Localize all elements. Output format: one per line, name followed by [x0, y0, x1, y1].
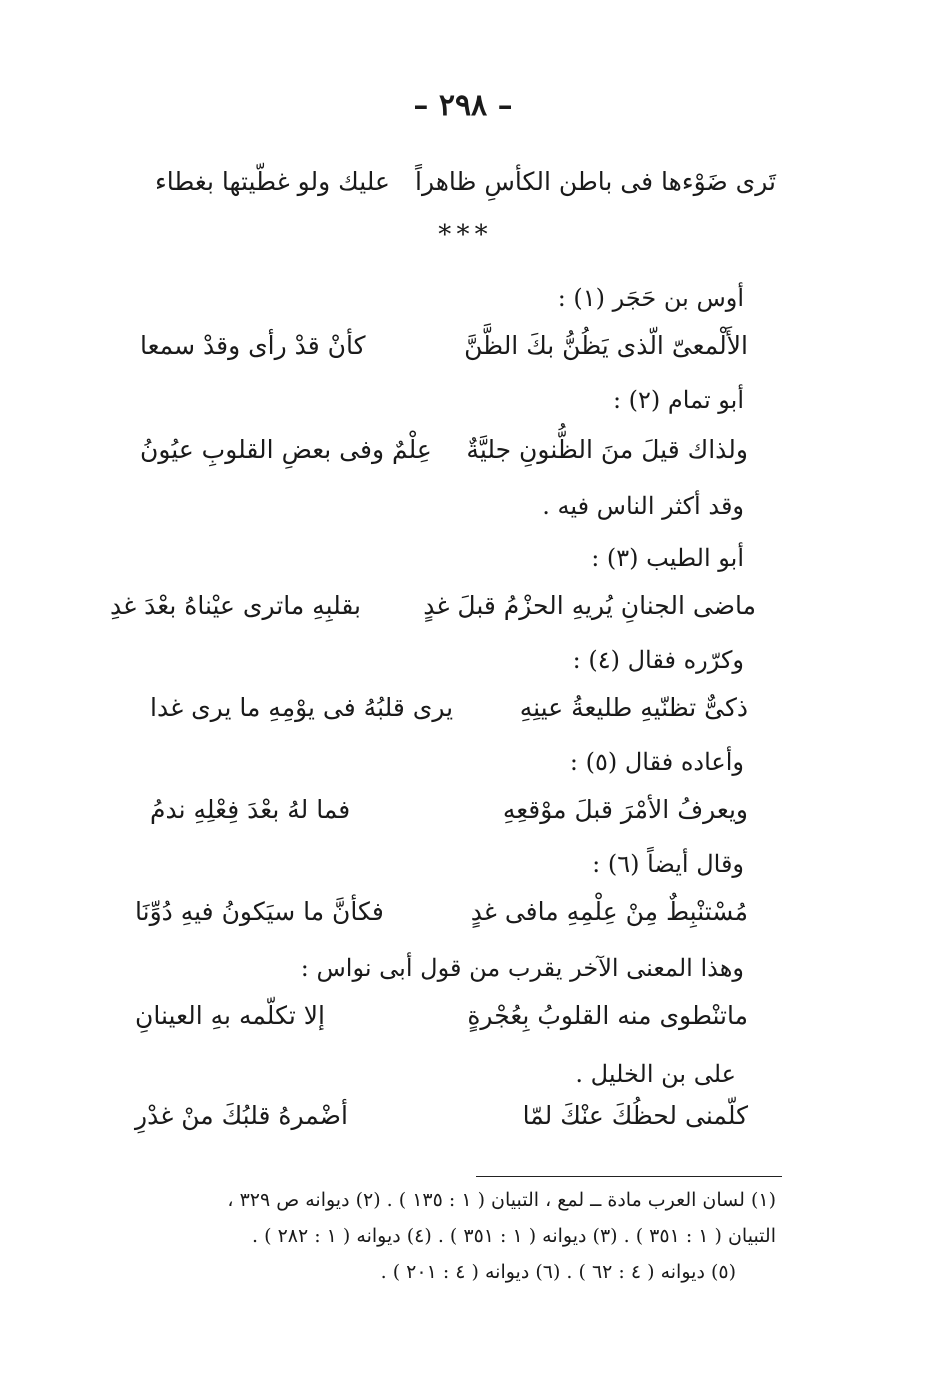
- footnote-line: (٥) ديوانه ( ٤ : ٦٢ ) . (٦) ديوانه ( ٤ : ٢٠١ ) .: [380, 1261, 736, 1283]
- section-separator: * * *: [438, 220, 488, 250]
- verse-second-hemistich: كأنْ قدْ رأى وقدْ سمعا: [140, 331, 366, 360]
- verse-second-hemistich: يرى قلبُهُ فى يوْمِهِ ما يرى غدا: [150, 693, 454, 722]
- verse-first-hemistich: ماتنْطوى منه القلوبُ بِعُجْرةٍ: [467, 1001, 748, 1030]
- verse-first-hemistich: ويعرفُ الأمْرَ قبلَ موْقعِهِ: [502, 795, 748, 824]
- verse: [135, 1094, 748, 1138]
- page-number: – ٢٩٨ –: [413, 88, 513, 123]
- verse-first-hemistich: ذكىٌّ تظنّيهِ طليعةُ عينِهِ: [519, 693, 748, 722]
- entry-heading: وأعاده فقال (٥) :: [569, 748, 744, 776]
- entry-heading: وقال أيضاً (٦) :: [592, 850, 744, 878]
- entry-heading: وهذا المعنى الآخر يقرب من قول أبى نواس :: [300, 954, 744, 982]
- footnote-line: التبيان ( ١ : ٣٥١ ) . (٣) ديوانه ( ١ : ٣٥١ ) . (٤) ديوانه ( ١ : ٢٨٢ ) .: [252, 1225, 776, 1247]
- verse-second-hemistich: إلا تكلّمه بهِ العينانِ: [135, 1001, 325, 1030]
- verse: [110, 584, 756, 628]
- verse-second-hemistich: عليك ولو غطّيتها بغطاء: [155, 167, 390, 196]
- verse: [135, 890, 748, 934]
- verse-second-hemistich: أضْمرهُ قلبُكَ منْ غدْرِ: [135, 1101, 348, 1130]
- entry-heading: أوس بن حَجَر (١) :: [557, 284, 744, 312]
- entry-heading: أبو تمام (٢) :: [612, 386, 744, 414]
- verse: [150, 686, 748, 730]
- verse-first-hemistich: الأَلْمعىّ الّذى يَظُنُّ بكَ الظَّنَّ: [464, 331, 748, 360]
- opening-verse: [155, 160, 776, 204]
- footnote-divider: [476, 1176, 782, 1177]
- entry-heading: وكرّره فقال (٤) :: [572, 646, 744, 674]
- verse-first-hemistich: ولذاك قيلَ منَ الظُّنونِ جليَّةٌ: [466, 435, 748, 464]
- entry-heading: أبو الطيب (٣) :: [591, 544, 744, 572]
- verse: [140, 324, 748, 368]
- verse-second-hemistich: فما لهُ بعْدَ فِعْلِهِ ندمُ: [150, 795, 351, 824]
- verse-first-hemistich: مُسْتنْبِطٌ مِنْ عِلْمِهِ مافى غدٍ: [470, 897, 748, 926]
- verse-first-hemistich: ماضى الجنانِ يُريهِ الحزْمُ قبلَ غدٍ: [423, 591, 756, 620]
- verse: [140, 428, 748, 472]
- verse-second-hemistich: عِلْمٌ وفى بعضِ القلوبِ عيُونُ: [140, 435, 432, 464]
- footnote-line: (١) لسان العرب مادة ــ لمع ، التبيان ( ١ : ١٣٥ ) . (٢) ديوانه ص ٣٢٩ ،: [227, 1189, 776, 1211]
- verse: [135, 994, 748, 1038]
- verse-second-hemistich: فكأنَّ ما سيَكونُ فيهِ دُوِّنَا: [135, 897, 384, 926]
- entry-note: وقد أكثر الناس فيه .: [542, 492, 744, 520]
- verse: [150, 788, 748, 832]
- verse-first-hemistich: كلّمنى لحظُكَ عنْكَ لمّا: [522, 1101, 748, 1130]
- verse-second-hemistich: بقلبِهِ ماترى عيْناهُ بعْدَ غدِ: [110, 591, 362, 620]
- verse-first-hemistich: تَرى ضَوْءها فى باطن الكأسِ ظاهراً: [415, 167, 776, 196]
- entry-heading: على بن الخليل .: [575, 1060, 736, 1088]
